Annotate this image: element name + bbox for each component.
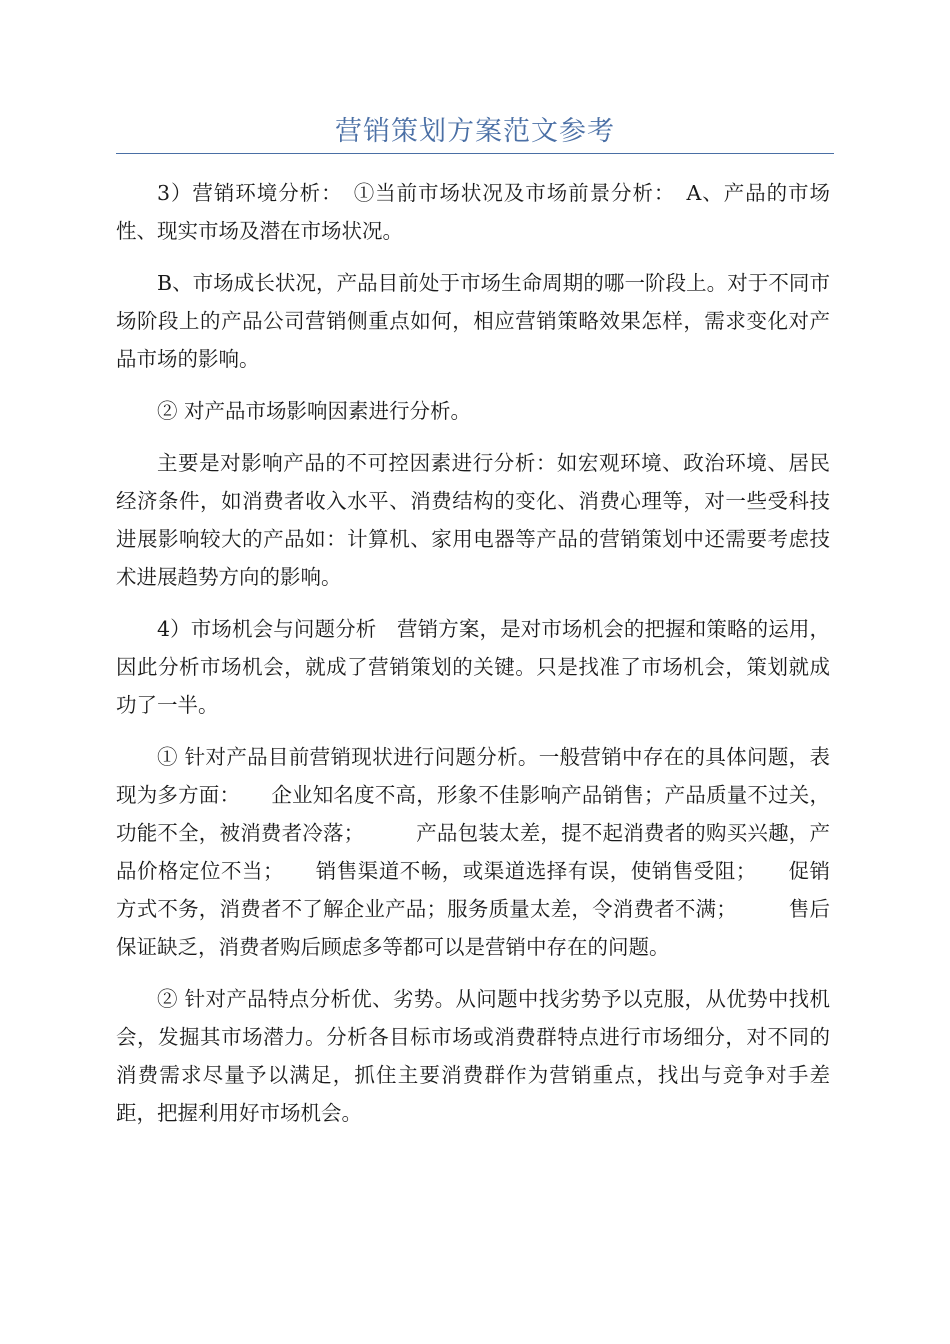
paragraph-strengths-weaknesses: ② 针对产品特点分析优、劣势。从问题中找劣势予以克服，从优势中找机会，发掘其市场潜力。分析各目标市场或消费群特点进行市场细分，对不同的消费需求尽量予以满足，抓住主要消费群作为营销重点，找出与竞争对手差距，把握利用好市场机会。: [116, 987, 830, 1125]
paragraph-problem-analysis: ① 针对产品目前营销现状进行问题分析。一般营销中存在的具体问题，表现为多方面： 企业知名度不高，形象不佳影响产品销售；产品质量不过关，功能不全，被消费者冷落； 产品包装太差，提不起消费者的购买兴趣，产品价格定位不当； 销售渠道不畅，或渠道选择有误，使销售受阻； 促销方式不务，消费者不了解企业产品；服务质量太差，令消费者不满； 售后保证缺乏，消费者购后顾虑多等都可以是营销中存在的问题。: [116, 745, 830, 959]
paragraph-market-growth: B、市场成长状况，产品目前处于市场生命周期的哪一阶段上。对于不同市场阶段上的产品公司营销侧重点如何，相应营销策略效果怎样，需求变化对产品市场的影响。: [116, 271, 830, 371]
document-title: 营销策划方案范文参考: [335, 116, 615, 147]
document-body: [116, 174, 830, 1146]
paragraph-uncontrollable-factors: 主要是对影响产品的不可控因素进行分析：如宏观环境、政治环境、居民经济条件，如消费者收入水平、消费结构的变化、消费心理等，对一些受科技进展影响较大的产品如：计算机、家用电器等产品的营销策划中还需要考虑技术进展趋势方向的影响。: [116, 451, 830, 589]
title-underline: [116, 153, 834, 154]
paragraph-market-opportunity: 4）市场机会与问题分析 营销方案，是对市场机会的把握和策略的运用，因此分析市场机会，就成了营销策划的关键。只是找准了市场机会，策划就成功了一半。: [116, 617, 830, 717]
paragraph-influence-factors: ② 对产品市场影响因素进行分析。: [157, 399, 472, 423]
paragraph-marketing-environment: 3）营销环境分析： ①当前市场状况及市场前景分析： A、产品的市场性、现实市场及潜在市场状况。: [116, 181, 830, 243]
